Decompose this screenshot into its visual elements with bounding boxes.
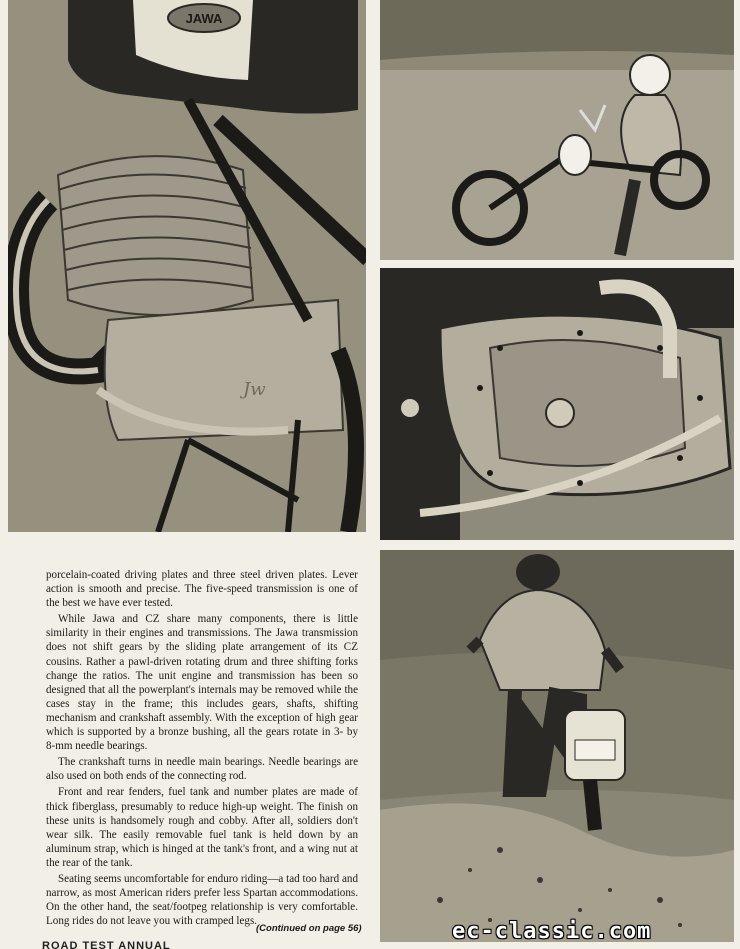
- article-paragraph: The crankshaft turns in needle main bearings. Needle bearings are also used on both ends of the connecting rod.: [46, 756, 358, 783]
- rider-rear-view-photo: [380, 550, 734, 942]
- watermark: ec-classic.com: [452, 919, 652, 944]
- continued-on-page-link[interactable]: (Continued on page 56): [256, 923, 362, 934]
- engine-closeup-photo: [8, 0, 366, 532]
- rider-cornering-photo: [380, 0, 734, 260]
- running-head: [42, 940, 171, 949]
- article-paragraph: porcelain-coated driving plates and three steel driven plates. Lever action is smooth and precise. The five-speed transmission is one of the best we have ever tested.: [46, 569, 358, 610]
- tank-badge-text: JAWA: [185, 11, 223, 26]
- article-body: [46, 568, 358, 928]
- running-head-text: ROAD TEST ANNUAL: [42, 940, 171, 949]
- article-paragraph: Seating seems uncomfortable for enduro riding—a tad too hard and narrow, as most American riders prefer less Spartan accommodations. On the other hand, the seat/footpeg relationship is very comfortable. Long rides do not leave you with cramped legs.: [46, 872, 358, 928]
- rider-cornering-illustration: [380, 0, 734, 260]
- clutch-cover-illustration: [380, 268, 734, 540]
- article-paragraph: Front and rear fenders, fuel tank and number plates are made of thick fiberglass, presumably to reduce high-up weight. The finish on these units is handsomely rough and cobby. After all, soldiers don't wear silk. The easily removable fuel tank is held down by an aluminum strap, which is hinged at the tank's front, and a wing nut at the rear of the tank.: [46, 786, 358, 869]
- article-paragraph: While Jawa and CZ share many components, there is little similarity in their engines and transmissions. The Jawa transmission does not shift gears by the sliding plate arrangement of its CZ cousins. Rather a pawl-driven rotating drum and three shifting forks change the ratios. The unit engine and transmission has been so designed that all the powerplant's internals may be removed while the cases stay in the frame; this includes gears, shafts, shifting mechanism and crankshaft assembly. With the exception of high gear which is supported by a bronze bushing, all the gears rotate in 3- by 8-mm needle bearings.: [46, 613, 358, 753]
- clutch-cover-photo: [380, 268, 734, 540]
- svg-text:Jw: Jw: [243, 379, 266, 400]
- engine-closeup-illustration: [8, 0, 366, 532]
- rider-rear-view-illustration: [380, 550, 734, 942]
